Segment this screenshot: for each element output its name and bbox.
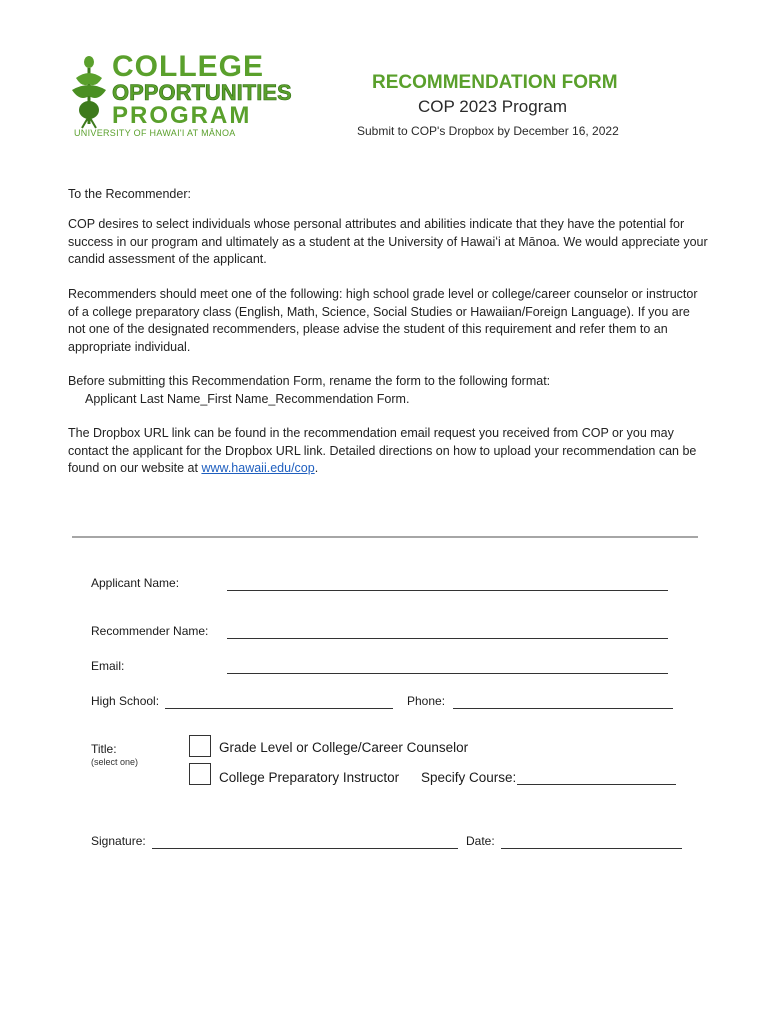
recommender-name-label: Recommender Name:: [91, 624, 209, 638]
applicant-name-label: Applicant Name:: [91, 576, 180, 590]
rename-instruction-text: Before submitting this Recommendation Form, rename the form to the following format:: [68, 374, 551, 388]
recommender-requirements: Recommenders should meet one of the following: high school grade level or college/career counselor or instructor of a college preparatory class (English, Math, Science, Social Studies or Hawaiian/Foreign Language). If you are not one of the designated recommenders, please advise the student of this requirement and refer them to an appropriate individual.: [68, 287, 698, 354]
email-field[interactable]: [227, 661, 668, 674]
phone-label: Phone:: [407, 694, 446, 708]
rename-format: Applicant Last Name_First Name_Recommendation Form.: [85, 391, 410, 406]
counselor-checkbox[interactable]: [189, 735, 211, 757]
signature-label: Signature:: [91, 834, 146, 848]
date-label: Date:: [466, 834, 495, 848]
logo-program: PROGRAM: [112, 102, 252, 129]
salutation: To the Recommender:: [68, 187, 191, 201]
dropbox-text-end: .: [314, 461, 319, 475]
cop-website-link[interactable]: www.hawaii.edu/cop: [201, 461, 315, 475]
dropbox-paragraph: [68, 425, 708, 478]
form-program: COP 2023 Program: [418, 97, 567, 116]
recommender-name-field[interactable]: [227, 626, 668, 639]
instructor-option-label: College Preparatory Instructor: [219, 770, 400, 785]
logo-opportunities: OPPORTUNITIES: [112, 80, 292, 105]
applicant-name-field[interactable]: [227, 578, 668, 591]
high-school-field[interactable]: [165, 696, 393, 709]
phone-field[interactable]: [453, 696, 673, 709]
submission-deadline: Submit to COP's Dropbox by December 16, 2022: [357, 124, 619, 138]
kahili-emblem-icon: [68, 54, 110, 130]
specify-course-field[interactable]: [517, 772, 676, 785]
specify-course-label: Specify Course:: [421, 770, 517, 785]
date-field[interactable]: [501, 836, 682, 849]
instructor-checkbox[interactable]: [189, 763, 211, 785]
select-one-hint: (select one): [91, 757, 139, 767]
dropbox-text: The Dropbox URL link can be found in the recommendation email request you received from COP or you may contact the applicant for the Dropbox URL link. Detailed directions on how to upload your recommendation can be found on our website at: [68, 426, 697, 475]
form-title: RECOMMENDATION FORM: [372, 72, 618, 93]
signature-field[interactable]: [152, 836, 458, 849]
logo-college: COLLEGE: [112, 50, 265, 83]
intro-paragraph: COP desires to select individuals whose personal attributes and abilities indicate that they have the potential for success in our program and ultimately as a student at the University of Hawaiʻi at Mānoa. We would appreciate your candid assessment of the applicant.: [68, 217, 708, 266]
rename-instructions: [68, 373, 708, 408]
logo-university: UNIVERSITY OF HAWAI'I AT MĀNOA: [74, 128, 236, 138]
counselor-option-label: Grade Level or College/Career Counselor: [219, 740, 469, 755]
email-label: Email:: [91, 659, 125, 673]
section-divider: [72, 536, 698, 538]
title-label: Title:: [91, 742, 117, 756]
cop-logo: [68, 50, 292, 142]
high-school-label: High School:: [91, 694, 160, 708]
